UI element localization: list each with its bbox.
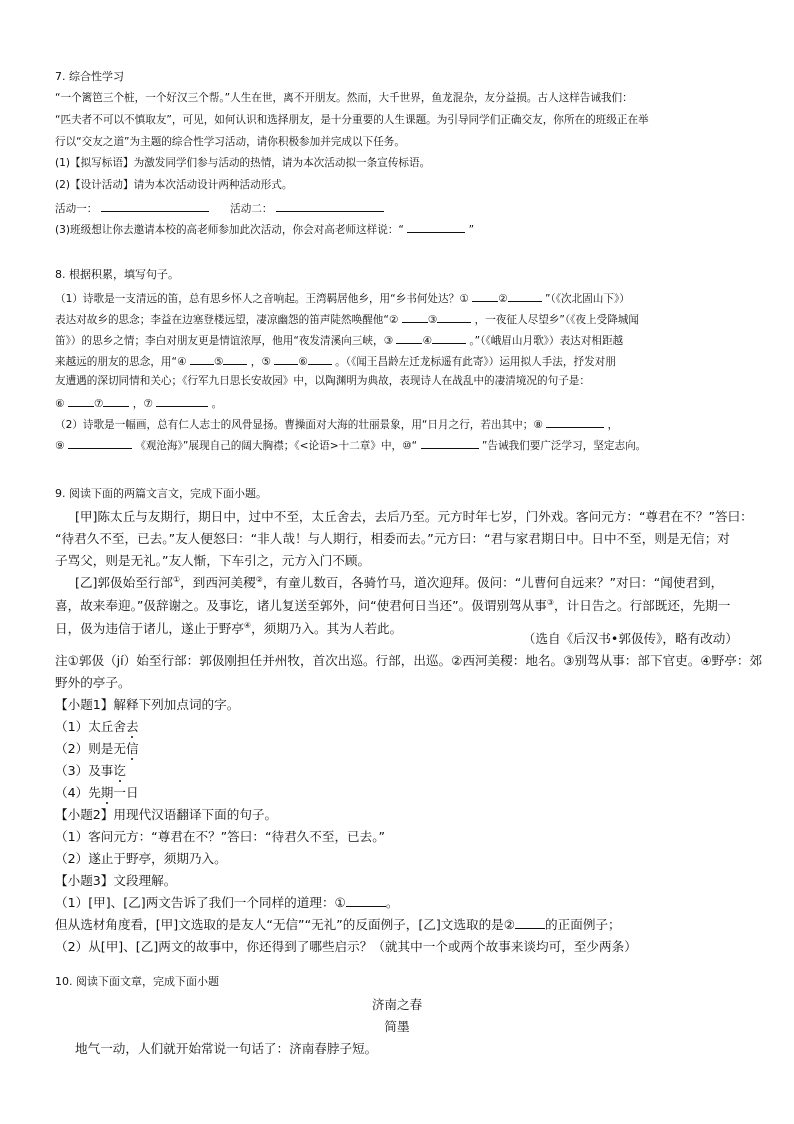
fill-blank-5[interactable] — [274, 353, 298, 365]
footnote-marker: ① — [172, 574, 181, 584]
q8-heading: 8. 根据积累，填写句子。 — [55, 268, 179, 281]
q8-line — [55, 290, 744, 306]
annotation-line: 野外的亭子。 — [55, 675, 131, 690]
dotted-word: 去 — [125, 719, 139, 734]
fill-blank-4-tail[interactable] — [223, 353, 247, 365]
passage-b-line — [55, 597, 744, 615]
q7-task-3-close: ” — [468, 224, 475, 236]
q8-text: ， — [607, 419, 619, 431]
q8-line — [55, 353, 744, 369]
q8-text: 。 — [211, 398, 223, 410]
item-text: 的正面例子； — [545, 917, 621, 932]
blank-number: ⑥ — [298, 356, 308, 368]
subquestion-3: 【小题3】文段理解。 — [55, 873, 177, 888]
fill-blank-3[interactable] — [396, 332, 422, 344]
activity-1-label: 活动一： — [55, 203, 98, 215]
q7-heading: 7. 综合性学习 — [55, 70, 124, 83]
q8-line — [55, 437, 744, 453]
q7-task-2: (2)【设计活动】请为本次活动设计两种活动形式。 — [55, 179, 293, 191]
q8-text: （2）诗歌是一幅画，总有仁人志士的风骨显扬。曹操面对大海的壮丽景象，用“日月之行，若出其中；⑧ — [55, 419, 543, 431]
passage-text: 喜，故来奉迎。”伋辞谢之。及事讫，诸儿复送至郭外，问“使君何日当还”。伋谓别驾从事 — [55, 598, 547, 613]
blank-number: ⑦ — [93, 398, 104, 410]
subquestion-1-item — [55, 740, 744, 758]
fill-blank-6-tail[interactable] — [103, 395, 129, 407]
q7-paragraph-line: 行以“交友之道”为主题的综合性学习活动，请你积极参加并完成以下任务。 — [55, 136, 405, 148]
q8-text: ，⑦ — [132, 398, 153, 410]
q8-text: 来越远的朋友的思念，用“④ — [55, 356, 187, 368]
item-text: （3）及事 — [55, 763, 114, 778]
dotted-word: 讫 — [113, 763, 126, 778]
fill-blank-10[interactable] — [421, 437, 479, 449]
dotted-word: 期 — [100, 785, 114, 800]
q8-line — [55, 332, 744, 348]
q7-activity-row — [55, 200, 744, 216]
footnote-marker: ④ — [243, 620, 252, 630]
q8-text: ”（《次北固山下》） — [544, 293, 630, 305]
passage-text: ，到西河美稷 — [180, 575, 256, 590]
blank-number: ⑤ — [213, 356, 224, 368]
annotation-line: 注①郭伋（jí）始至行部：郭伋刚担任并州牧，首次出巡。行部，出巡。②西河美稷：地名。③别驾从事：部下官吏。④野亭：郊 — [55, 653, 763, 668]
q8-line — [55, 416, 744, 432]
fill-blank-2-tail[interactable] — [437, 311, 471, 323]
q8-text: ⑥ — [55, 398, 65, 410]
q8-text: 。”（《峨眉山月歌》）表达对相距越 — [469, 335, 624, 347]
passage-source: （选自《后汉书•郭伋传》，略有改动） — [522, 631, 738, 646]
passage-text: ，须期乃入。其为人若此。 — [251, 621, 403, 636]
activity-1-blank[interactable] — [101, 200, 209, 212]
q8-text: （1）诗歌是一支清远的笛，总有思乡怀人之音响起。王湾羁居他乡，用“乡书何处达？① — [55, 293, 469, 305]
q7-task-3-text: (3)班级想让你去邀请本校的高老师参加此次活动，你会对高老师这样说：“ — [55, 224, 404, 236]
activity-2-label: 活动二： — [230, 203, 273, 215]
q7-paragraph-line: “一个篱笆三个桩，一个好汉三个帮。”人生在世，离不开朋友。然而，大千世界，鱼龙混杂，友分益损。古人这样告诫我们： — [55, 92, 633, 104]
q7-task-3-blank[interactable] — [407, 221, 465, 233]
subquestion-3-item: （2）从[甲]、[乙]两文的故事中，你还得到了哪些启示？（就其中一个或两个故事来谈均可，至少两条） — [55, 939, 637, 954]
subquestion-1-item — [55, 762, 744, 780]
footnote-marker: ③ — [546, 597, 555, 607]
passage-text: [乙]郭伋始至行部 — [75, 575, 173, 590]
subquestion-1: 【小题1】解释下列加点词的字。 — [55, 697, 240, 712]
fill-blank-1[interactable] — [472, 290, 498, 302]
subquestion-1-item — [55, 784, 744, 802]
q8-text: 笛》）的思乡之情；李白对朋友更是情谊浓厚，他用“夜发清溪向三峡，③ — [55, 335, 394, 347]
subquestion-2-item: （2）遂止于野亭，须期乃入。 — [55, 851, 227, 866]
q8-text: 《观沧海》”展现自己的阔大胸襟；《<论语>十二章》中，⑩“ — [135, 440, 418, 452]
answer-blank-2[interactable] — [515, 917, 545, 929]
item-text: 一日 — [113, 785, 139, 800]
passage-text: ，有童儿数百，各骑竹马，道次迎拜。伋问：“儿曹何自远来？”对曰：“闻使君到， — [262, 575, 724, 590]
blank-number: ④ — [422, 335, 432, 347]
passage-a-line: “待君久不至，已去。”友人便怒曰：“非人哉！与人期行，相委而去。”元方曰：“君与家君期日中。日中不至，则是无信；对 — [55, 531, 730, 546]
fill-blank-1-tail[interactable] — [508, 290, 542, 302]
q8-text: ⑨ — [55, 440, 65, 452]
passage-a-line: [甲]陈太丘与友期行，期日中，过中不至，太丘舍去，去后乃至。元方时年七岁，门外戏。客问元方：“尊君在不？”答曰： — [75, 509, 753, 524]
article-paragraph: 地气一动，人们就开始常说一句话了：济南春脖子短。 — [75, 1041, 378, 1056]
passage-text: ，计日告之。行部既还，先期一 — [554, 598, 731, 613]
passage-text: 日，伋为违信于诸儿，遂止于野亭 — [55, 621, 244, 636]
subquestion-1-item — [55, 718, 744, 736]
dotted-word: 信 — [125, 741, 139, 756]
article-title: 济南之春 — [371, 997, 423, 1012]
blank-number: ② — [498, 293, 508, 305]
fill-blank-3-tail[interactable] — [432, 332, 466, 344]
q8-text: ”告诫我们要广泛学习，坚定志向。 — [481, 440, 647, 452]
fill-blank-6[interactable] — [68, 395, 94, 407]
blank-number: ③ — [427, 314, 438, 326]
passage-b-line — [75, 574, 744, 592]
q8-text: 。（《闻王昌龄左迁龙标遥有此寄》）运用拟人手法，抒发对朋 — [335, 356, 616, 368]
item-text: （2）则是无 — [55, 741, 126, 756]
fill-blank-5-tail[interactable] — [308, 353, 332, 365]
article-author: 简墨 — [384, 1019, 410, 1034]
q9-heading: 9. 阅读下面的两篇文言文，完成下面小题。 — [55, 487, 267, 500]
item-text: 但从选材角度看，[甲]文选取的是友人“无信”“无礼”的反面例子，[乙]文选取的是② — [55, 917, 516, 932]
q8-text: ，⑤ — [250, 356, 271, 368]
item-text: （1）[甲]、[乙]两文告诉了我们一个同样的道理：① — [55, 895, 346, 910]
fill-blank-9[interactable] — [68, 437, 132, 449]
q10-heading: 10. 阅读下面文章，完成下面小题 — [55, 975, 219, 988]
q7-task-3 — [55, 221, 744, 237]
subquestion-3-item — [55, 916, 744, 934]
q8-line — [55, 395, 744, 411]
item-text: 。 — [385, 895, 399, 910]
q8-text: ，一夜征人尽望乡”（《夜上受降城闻 — [474, 314, 640, 326]
passage-a-line: 子骂父，则是无礼。”友人惭，下车引之，元方入门不顾。 — [55, 553, 371, 568]
subquestion-2-item: （1）客问元方：“尊君在不？”答曰：“待君久不至，已去。” — [55, 829, 386, 844]
subquestion-2: 【小题2】用现代汉语翻译下面的句子。 — [55, 807, 278, 822]
answer-blank-1[interactable] — [346, 895, 386, 907]
q7-paragraph-line: “匹夫者不可以不慎取友”，可见，如何认识和选择朋友，是十分重要的人生课题。为引导同学们正确交友，你所在的班级正在举 — [55, 114, 649, 126]
q8-line: 友遭遇的深切同情和关心；《行军九日思长安故园》中，以陶渊明为典故，表现诗人在战乱中的凄清境况的句子是： — [55, 375, 590, 387]
item-text: （4）先 — [55, 785, 101, 800]
q8-line — [55, 311, 744, 327]
fill-blank-4[interactable] — [190, 353, 214, 365]
subquestion-3-item — [55, 894, 744, 912]
fill-blank-7[interactable] — [156, 395, 208, 407]
footnote-marker: ② — [255, 574, 263, 584]
fill-blank-2[interactable] — [402, 311, 428, 323]
fill-blank-8[interactable] — [546, 416, 604, 428]
q8-text: 表达对故乡的思念；李益在边塞登楼远望，凄凉幽怨的笛声陡然唤醒他“② — [55, 314, 399, 326]
item-text: （1）太丘舍 — [55, 719, 126, 734]
q7-task-1: (1)【拟写标语】为激发同学们参与活动的热情，请为本次活动拟一条宣传标语。 — [55, 157, 431, 169]
activity-2-blank[interactable] — [276, 200, 384, 212]
